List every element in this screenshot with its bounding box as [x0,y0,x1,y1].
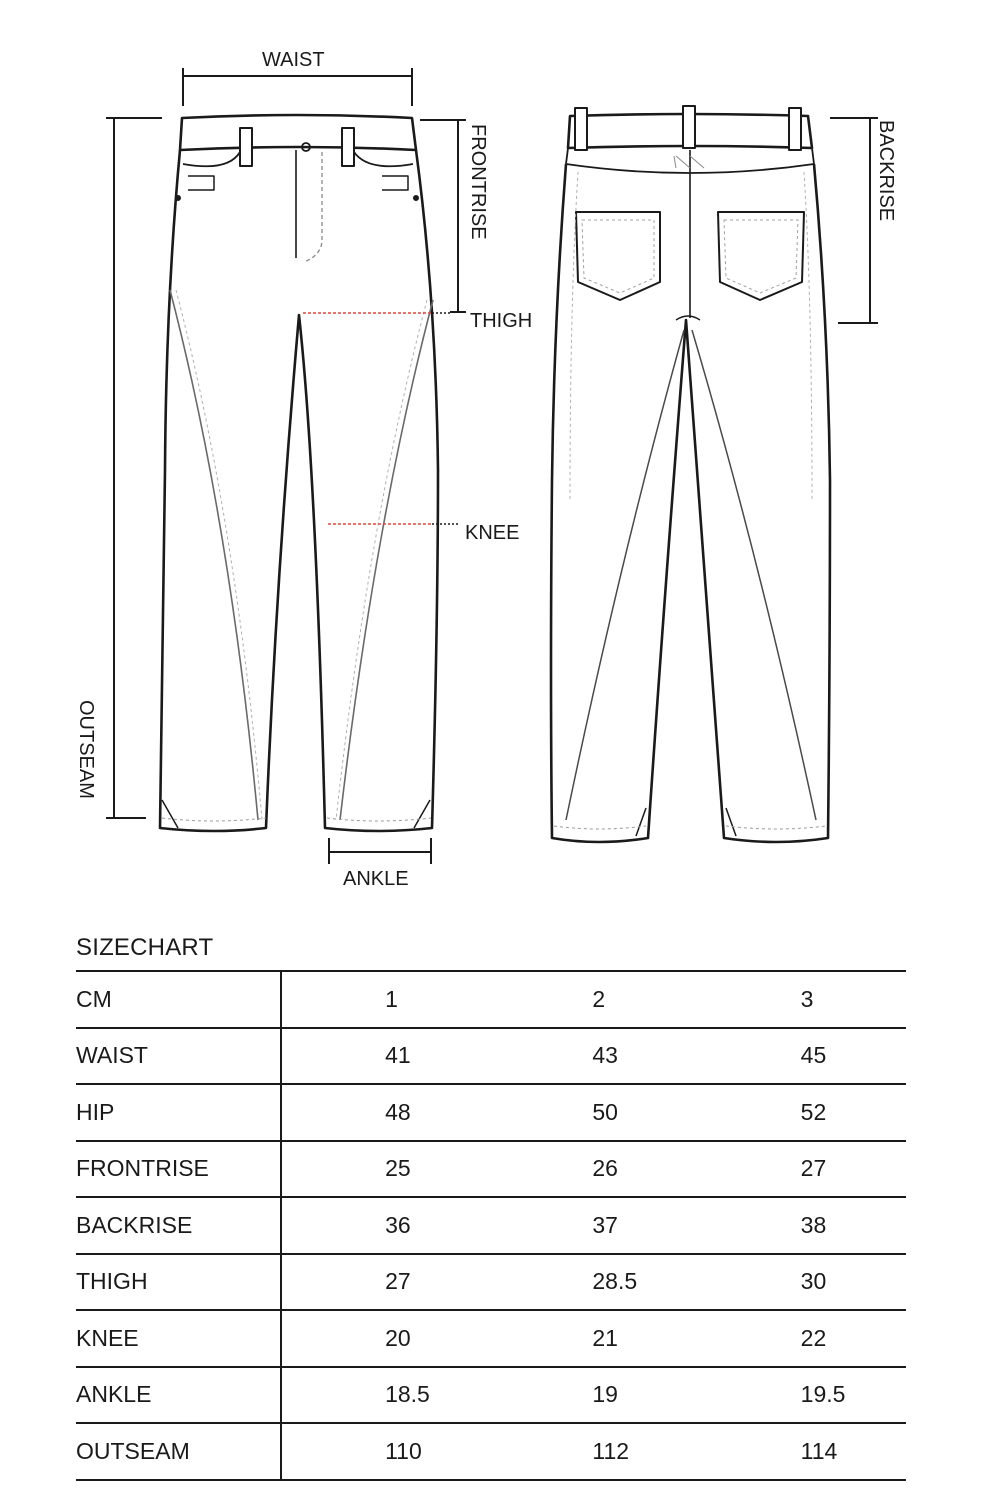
cell-value: 22 [698,1310,906,1367]
cell-value: 30 [698,1254,906,1311]
table-row [76,1084,906,1141]
cell-value: 21 [489,1310,697,1367]
cell-value: 25 [281,1141,489,1198]
table-row [76,1254,906,1311]
dimension-lines [106,68,878,864]
cell-value: 36 [281,1197,489,1254]
cell-value: 114 [698,1423,906,1480]
cell-value: 43 [489,1028,697,1085]
header-cell-size-3: 3 [698,971,906,1028]
row-label: OUTSEAM [76,1423,281,1480]
cell-value: 45 [698,1028,906,1085]
size-table [76,970,906,1481]
row-label: ANKLE [76,1367,281,1424]
label-waist: WAIST [262,49,325,71]
row-label: WAIST [76,1028,281,1085]
label-outseam: OUTSEAM [75,700,97,799]
cell-value: 18.5 [281,1367,489,1424]
cell-value: 27 [698,1141,906,1198]
row-label: FRONTRISE [76,1141,281,1198]
label-ankle: ANKLE [343,868,409,890]
cell-value: 110 [281,1423,489,1480]
front-view [160,115,438,831]
back-view [551,106,830,842]
table-row [76,1141,906,1198]
label-knee: KNEE [465,522,520,544]
cell-value: 26 [489,1141,697,1198]
header-cell-unit: CM [76,971,281,1028]
label-front-rise: FRONTRISE [467,124,489,240]
label-back-rise: BACKRISE [875,120,897,222]
cell-value: 27 [281,1254,489,1311]
table-row [76,1423,906,1480]
cell-value: 48 [281,1084,489,1141]
cell-value: 112 [489,1423,697,1480]
cell-value: 38 [698,1197,906,1254]
header-cell-size-2: 2 [489,971,697,1028]
cell-value: 52 [698,1084,906,1141]
size-chart-title: SIZECHART [76,934,214,961]
table-header-row [76,971,906,1028]
table-row [76,1197,906,1254]
cell-value: 19.5 [698,1367,906,1424]
row-label: BACKRISE [76,1197,281,1254]
table-row [76,1367,906,1424]
cell-value: 41 [281,1028,489,1085]
table-row [76,1028,906,1085]
cell-value: 28.5 [489,1254,697,1311]
cell-value: 37 [489,1197,697,1254]
cell-value: 50 [489,1084,697,1141]
row-label: HIP [76,1084,281,1141]
header-cell-size-1: 1 [281,971,489,1028]
cell-value: 20 [281,1310,489,1367]
row-label: THIGH [76,1254,281,1311]
cell-value: 19 [489,1367,697,1424]
size-chart [0,930,986,1500]
table-row [76,1310,906,1367]
row-label: KNEE [76,1310,281,1367]
label-thigh: THIGH [470,310,533,332]
